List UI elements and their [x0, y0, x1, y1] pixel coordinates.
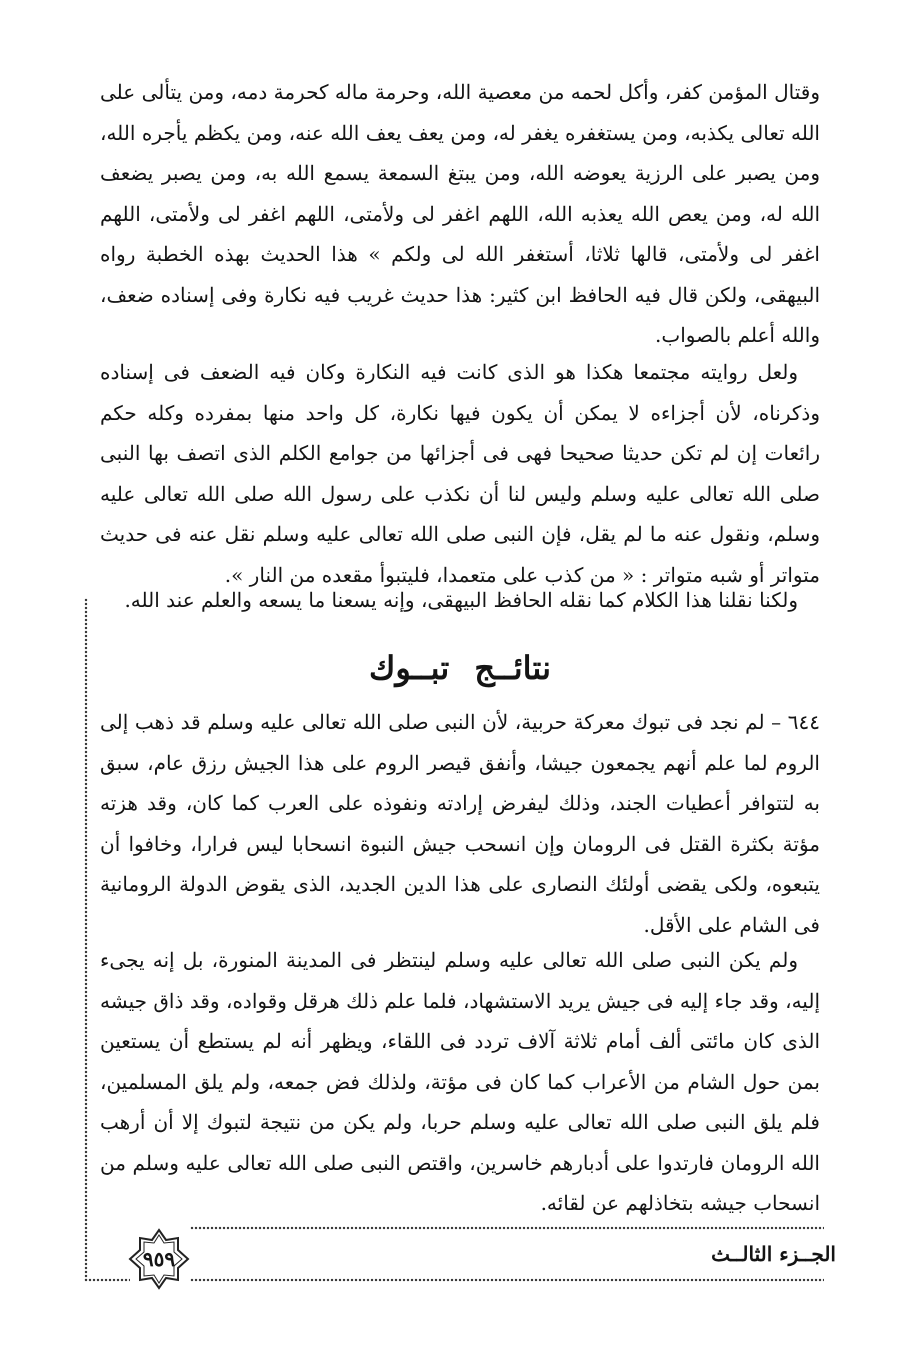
volume-part-label: الجــزء الثالــث — [711, 1242, 836, 1266]
paragraph-hadith-continuation — [100, 72, 820, 356]
paragraph-commentary — [100, 352, 820, 595]
footer-bottom-rule-left — [84, 1278, 130, 1282]
paragraph-text: وقتال المؤمن كفر، وأكل لحمه من معصية الله، وحرمة ماله كحرمة دمه، ومن يتألى على الله تعالى يكذبه، ومن يستغفره يغفر له، ومن يعف يعف الله عنه، ومن يكظم يأجره الله، ومن يصبر على الرزية يعوضه الله، ومن يبتغ السمعة يسمع الله به، ومن يصبر يضعف الله له، ومن يعص الله يعذبه الله، اللهم اغفر لى ولأمتى، اللهم اغفر لى ولأمتى، اللهم اغفر لى ولأمتى، قالها ثلاثا، أستغفر الله لى ولكم » هذا الحديث بهذه الخطبة رواه البيهقى، ولكن قال فيه الحافظ ابن كثير: هذا حديث غريب فيه نكارة وفى إسناده ضعف، والله أعلم بالصواب. — [100, 80, 820, 347]
paragraph-text: ولم يكن النبى صلى الله تعالى عليه وسلم لينتظر فى المدينة المنورة، بل إنه يجىء إليه، وقد جاء إليه فى جيش يريد الاستشهاد، فلما علم ذلك هرقل وقواده، وقد ذاق جيشه الذى كان مائتى ألف أمام ثلاثة آلاف تردد فى اللقاء، ويظهر أنه لم يستطع أن يستعين بمن حول الشام من الأعراب كما كان فى مؤتة، ولذلك فض جمعه، ولم يلق المسلمين، فلم يلق النبى صلى الله تعالى عليه وسلم حربا، ولم يكن من نتيجة لتبوك إلا أن أرهب الله الرومان فارتدوا على أدبارهم خاسرين، واقتص النبى صلى الله تعالى عليه وسلم من انسحاب جيشه بتخاذلهم عن لقائه. — [100, 948, 820, 1215]
paragraph-section-continuation — [100, 940, 820, 1224]
paragraph-text: ٦٤٤ – لم نجد فى تبوك معركة حربية، لأن النبى صلى الله تعالى عليه وسلم قد ذهب إلى الروم لما علم أنهم يجمعون جيشا، وأنفق قيصر الروم على هذا الجيش رزق عام، سبق به لتتوافر أعطيات الجند، وذلك ليفرض إرادته ونفوذه على العرب كما كان، وقد هزته مؤتة بكثرة القتل فى الرومان وإن انسحب جيش النبوة انسحابا ليس فرارا، وخافوا أن يتبعوه، ولكى يقضى أولئك النصارى على هذا الدين الجديد، الذى يقوض الدولة الرومانية فى الشام على الأقل. — [100, 710, 820, 937]
footer-bottom-rule — [190, 1278, 824, 1282]
paragraph-section-644 — [100, 702, 820, 945]
footer-top-rule — [190, 1226, 824, 1230]
page-number: ٩٥٩ — [142, 1247, 176, 1271]
paragraph-text: ولكنا نقلنا هذا الكلام كما نقله الحافظ البيهقى، وإنه يسعنا ما يسعه والعلم عند الله. — [124, 588, 798, 612]
decorative-frame-left — [84, 598, 88, 1280]
paragraph-closing-note — [100, 580, 820, 621]
paragraph-text: ولعل روايته مجتمعا هكذا هو الذى كانت فيه النكارة وكان فيه الضعف فى إسناده وذكرناه، لأن أجزاءه لا يمكن أن يكون فيها نكارة، كل واحد منها بمفرده وكله حكم رائعات إن لم تكن حديثا صحيحا فهى فى أجزائها من جوامع الكلم الذى اتصف بها النبى صلى الله تعالى عليه وسلم وليس لنا أن نكذب على رسول الله صلى الله تعالى عليه وسلم، ونقول عنه ما لم يقل، فإن النبى صلى الله تعالى عليه وسلم نقل عنه فى حديث متواتر أو شبه متواتر : « من كذب على متعمدا، فليتبوأ مقعده من النار ». — [100, 360, 820, 587]
section-heading: نتائــج تبــوك — [369, 649, 551, 687]
